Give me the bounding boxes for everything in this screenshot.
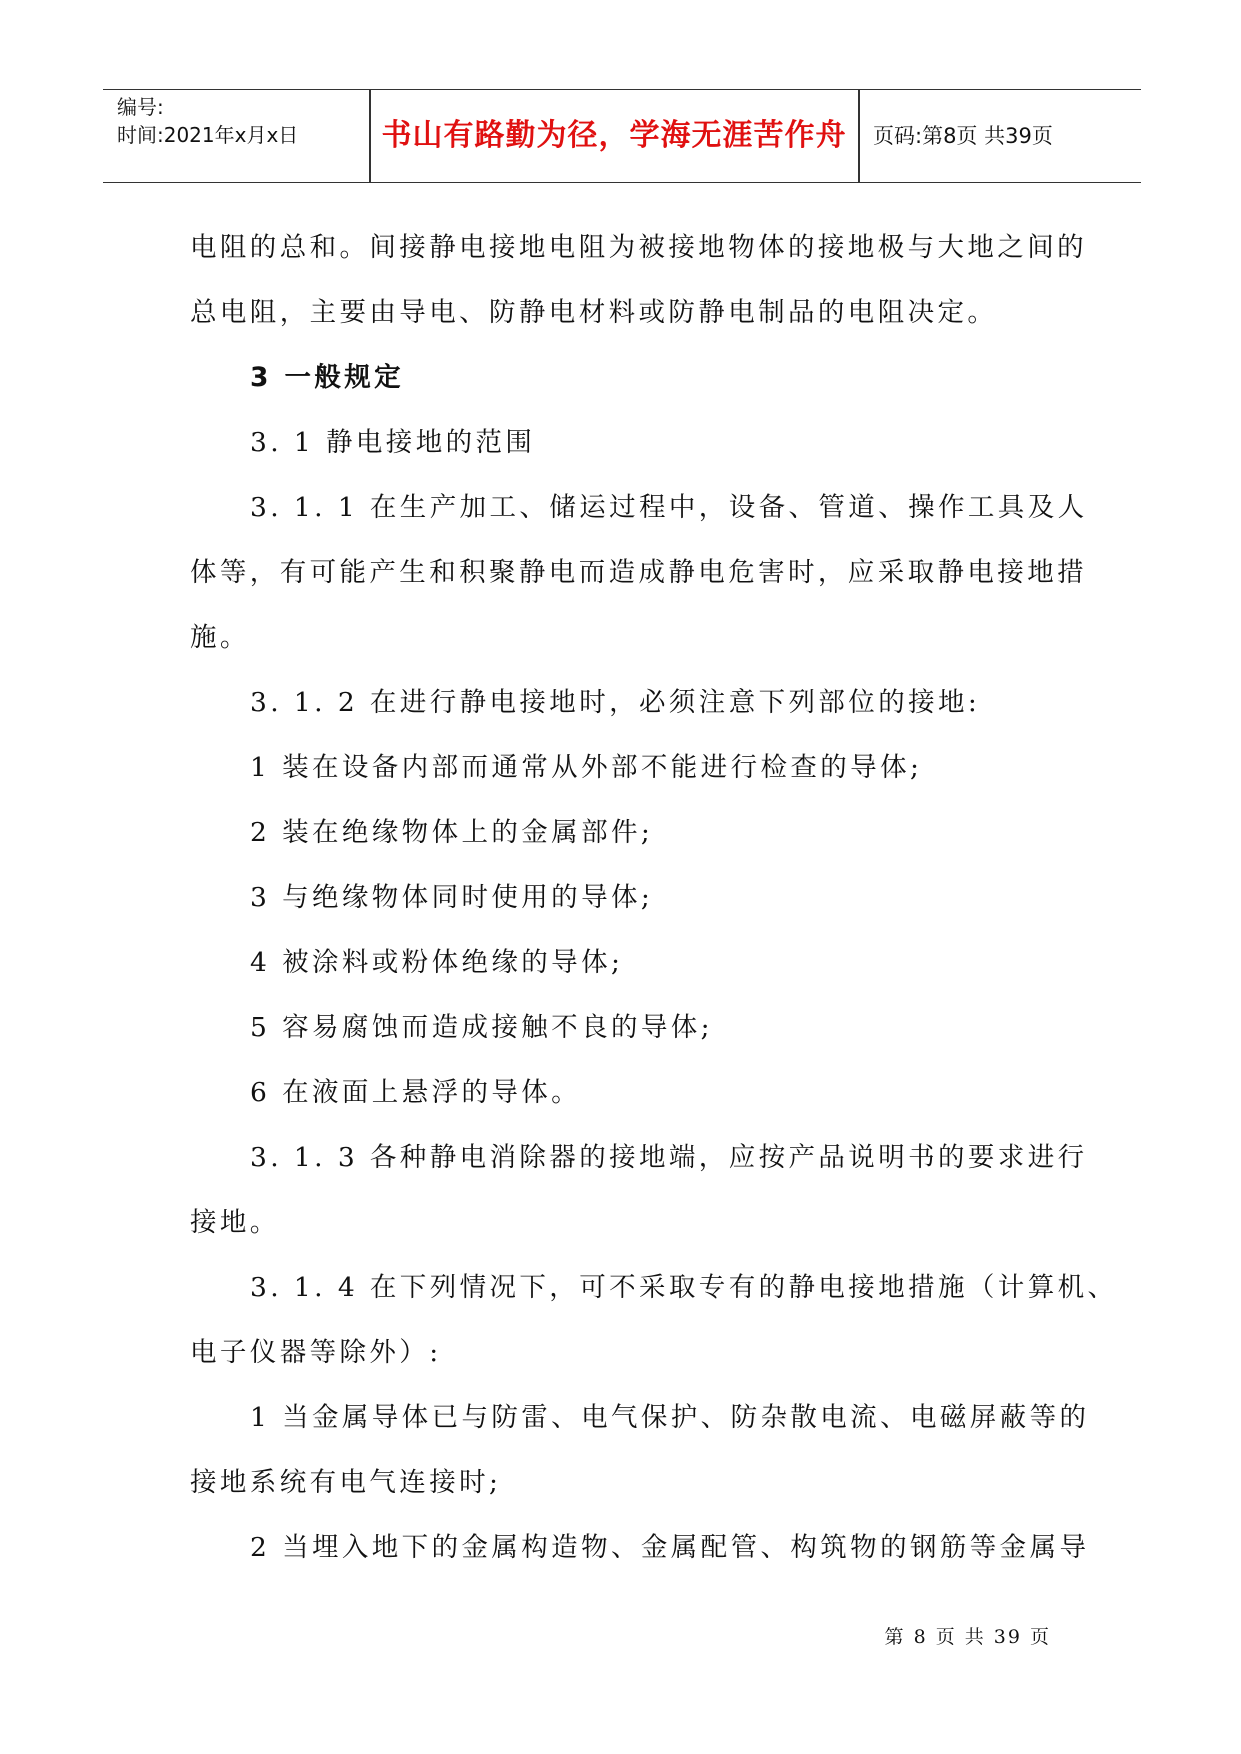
header-divider <box>858 90 860 182</box>
list-item: 2 当埋入地下的金属构造物、金属配管、构筑物的钢筋等金属导 <box>250 1532 1090 1563</box>
body-line: 总电阻，主要由导电、防静电材料或防静电制品的电阻决定。 <box>190 297 998 328</box>
subsection-heading: 3. 1 静电接地的范围 <box>250 427 536 458</box>
page-footer: 第 8 页 共 39 页 <box>884 1626 1051 1648</box>
header-page-label: 页码:第8页 共39页 <box>873 124 1053 148</box>
list-item: 4 被涂料或粉体绝缘的导体; <box>250 947 624 978</box>
page-header <box>103 89 1141 183</box>
body-line: 3. 1. 1 在生产加工、储运过程中，设备、管道、操作工具及人 <box>250 492 1088 523</box>
body-line: 接地。 <box>190 1207 280 1238</box>
list-item: 2 装在绝缘物体上的金属部件; <box>250 817 654 848</box>
body-line: 电子仪器等除外）: <box>190 1337 442 1368</box>
body-line: 3. 1. 2 在进行静电接地时，必须注意下列部位的接地: <box>250 687 981 718</box>
header-motto: 书山有路勤为径，学海无涯苦作舟 <box>381 118 847 153</box>
time-label: 时间:2021年x月x日 <box>117 123 299 147</box>
list-item: 1 装在设备内部而通常从外部不能进行检查的导体; <box>250 752 923 783</box>
list-item: 1 当金属导体已与防雷、电气保护、防杂散电流、电磁屏蔽等的 <box>250 1402 1090 1433</box>
document-body <box>190 215 1118 1580</box>
header-left-info <box>117 93 372 149</box>
list-item: 3 与绝缘物体同时使用的导体; <box>250 882 654 913</box>
list-item: 6 在液面上悬浮的导体。 <box>250 1077 582 1108</box>
list-item: 5 容易腐蚀而造成接触不良的导体; <box>250 1012 714 1043</box>
serial-label: 编号: <box>117 95 164 119</box>
body-line: 体等，有可能产生和积聚静电而造成静电危害时，应采取静电接地措 <box>190 557 1087 588</box>
section-heading: 3 一般规定 <box>250 362 405 393</box>
body-line: 接地系统有电气连接时; <box>190 1467 502 1498</box>
body-line: 施。 <box>190 622 250 653</box>
body-line: 3. 1. 4 在下列情况下，可不采取专有的静电接地措施（计算机、 <box>250 1272 1118 1303</box>
body-line: 电阻的总和。间接静电接地电阻为被接地物体的接地极与大地之间的 <box>190 232 1087 263</box>
body-line: 3. 1. 3 各种静电消除器的接地端，应按产品说明书的要求进行 <box>250 1142 1088 1173</box>
